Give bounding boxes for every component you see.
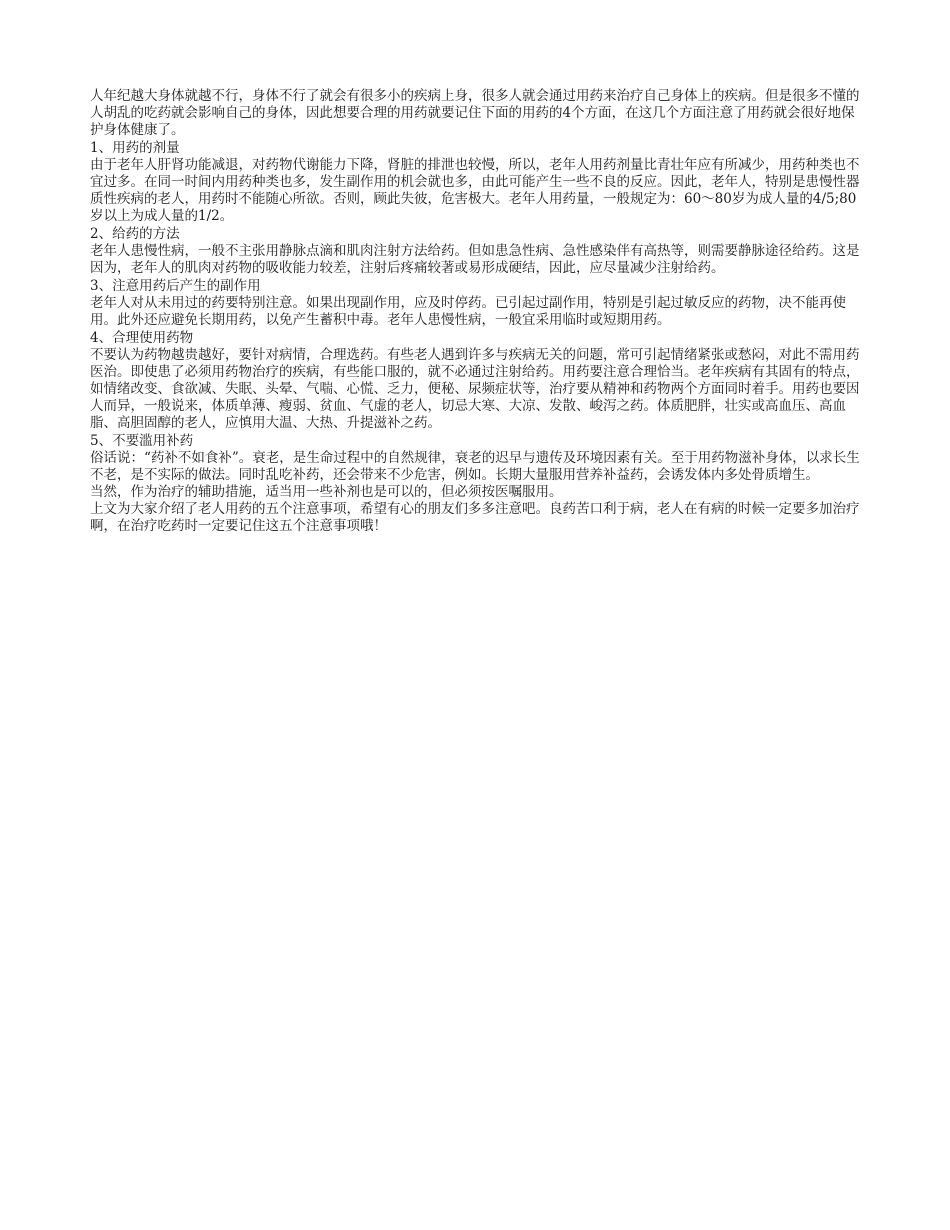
conclusion-paragraph: 上文为大家介绍了老人用药的五个注意事项，希望有心的朋友们多多注意吧。良药苦口利于病，老人在有病的时候一定要多加治疗啊，在治疗吃药时一定要记住这五个注意事项哦！: [90, 501, 860, 534]
section-heading-dosage: 1、用药的剂量: [90, 140, 180, 156]
note-paragraph: 当然，作为治疗的辅助措施，适当用一些补剂也是可以的，但必须按医嘱服用。: [90, 484, 563, 500]
section-heading-side-effects: 3、注意用药后产生的副作用: [90, 278, 261, 294]
section-body-dosage: 由于老年人肝肾功能减退，对药物代谢能力下降，肾脏的排泄也较慢，所以，老年人用药剂量比青壮年应有所减少，用药种类也不宜过多。在同一时间内用药种类也多，发生副作用的机会就也多，由此可能产生一些不良的反应。因此，老年人，特别是患慢性器质性疾病的老人，用药时不能随心所欲。否则，顾此失彼，危害极大。老年人用药量，一般规定为：60～80岁为成人量的4/5;80岁以上为成人量的1/2。: [90, 157, 860, 224]
document-body: [90, 88, 865, 535]
section-body-rational-use: 不要认为药物越贵越好，要针对病情，合理选药。有些老人遇到许多与疾病无关的问题，常可引起情绪紧张或愁闷，对此不需用药医治。即使患了必须用药物治疗的疾病，有些能口服的，就不必通过注射给药。用药要注意合理恰当。老年疾病有其固有的特点，如情绪改变、食欲减、失眠、头晕、气喘、心慌、乏力，便秘、尿频症状等，治疗要从精神和药物两个方面同时着手。用药也要因人而异，一般说来，体质单薄、瘦弱、贫血、气虚的老人，切忌大寒、大凉、发散、峻泻之药。体质肥胖，壮实或高血压、高血脂、高胆固醇的老人，应慎用大温、大热、升提滋补之药。: [90, 347, 860, 431]
section-body-side-effects: 老年人对从未用过的药要特别注意。如果出现副作用，应及时停药。已引起过副作用，特别是引起过敏反应的药物，决不能再使用。此外还应避免长期用药，以免产生蓄积中毒。老年人患慢性病，一般宜采用临时或短期用药。: [90, 295, 846, 328]
section-body-administration: 老年人患慢性病，一般不主张用静脉点滴和肌肉注射方法给药。但如患急性病、急性感染伴有高热等，则需要静脉途径给药。这是因为，老年人的肌肉对药物的吸收能力较差，注射后疼痛较著或易形成硬结，因此，应尽量减少注射给药。: [90, 243, 860, 276]
section-heading-tonics: 5、不要滥用补药: [90, 433, 194, 449]
section-heading-rational-use: 4、合理使用药物: [90, 330, 194, 346]
section-body-tonics: 俗话说：“药补不如食补”。衰老，是生命过程中的自然规律，衰老的迟早与遗传及环境因素有关。至于用药物滋补身体，以求长生不老，是不实际的做法。同时乱吃补药，还会带来不少危害，例如。长期大量服用营养补益药，会诱发体内多处骨质增生。: [90, 450, 860, 483]
section-heading-administration: 2、给药的方法: [90, 226, 180, 242]
intro-paragraph: 人年纪越大身体就越不行，身体不行了就会有很多小的疾病上身，很多人就会通过用药来治疗自己身体上的疾病。但是很多不懂的人胡乱的吃药就会影响自己的身体，因此想要合理的用药就要记住下面的用药的4个方面，在这几个方面注意了用药就会很好地保护身体健康了。: [90, 88, 860, 138]
